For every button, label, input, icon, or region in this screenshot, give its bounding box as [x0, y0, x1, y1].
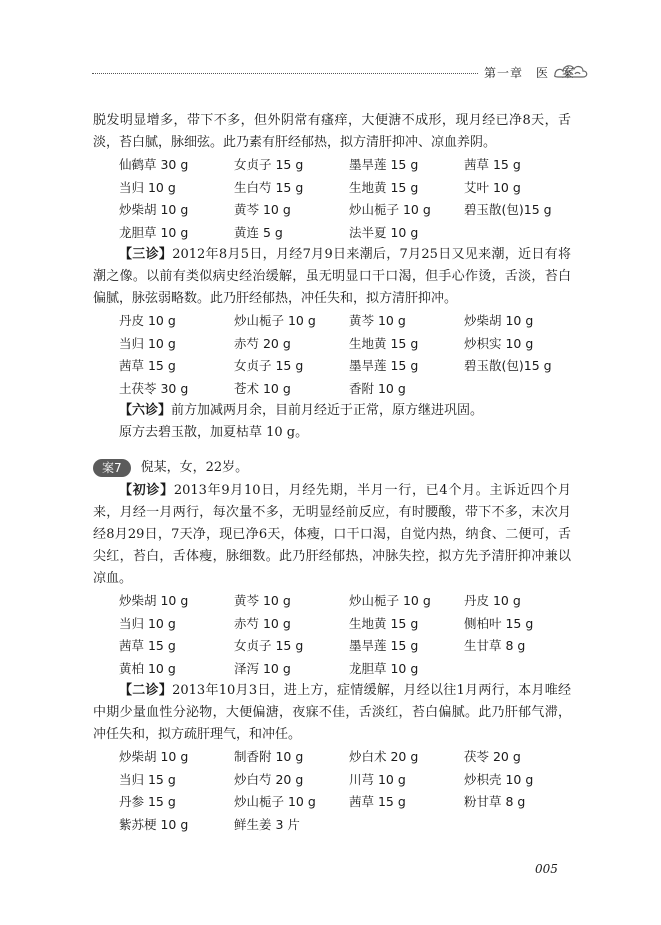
herb-item: 龙胆草 10 g	[349, 660, 419, 676]
herb-item: 炒白芍 20 g	[234, 771, 304, 787]
herb-item: 炒枳实 10 g	[464, 335, 534, 351]
chapter-title: 第一章 医 案	[484, 66, 576, 80]
herb-item: 炒山栀子 10 g	[349, 593, 431, 608]
herb-item: 生甘草 8 g	[464, 638, 526, 653]
prescription-case-7-visit-1	[93, 590, 571, 680]
herb-item: 川芎 10 g	[349, 771, 406, 787]
herb-item: 赤芍 10 g	[234, 615, 291, 631]
herb-item: 炒枳壳 10 g	[464, 771, 534, 787]
case-7-heading	[93, 456, 571, 480]
herb-item: 仙鹤草 30 g	[119, 157, 189, 172]
herb-item: 炒柴胡 10 g	[119, 593, 189, 608]
herb-item: 墨旱莲 15 g	[349, 157, 419, 172]
herb-item: 炒柴胡 10 g	[119, 749, 189, 764]
herb-item: 粉甘草 8 g	[464, 794, 526, 809]
herb-item: 茯苓 20 g	[464, 749, 521, 764]
herb-item: 墨旱莲 15 g	[349, 358, 419, 373]
herb-item: 紫苏梗 10 g	[119, 816, 189, 832]
case-7-badge: 案7	[93, 459, 131, 477]
herb-item: 当归 10 g	[119, 335, 176, 351]
herb-item: 苍术 10 g	[234, 380, 291, 396]
visit-6-paragraph	[93, 400, 571, 422]
herb-item: 当归 10 g	[119, 179, 176, 195]
herb-item: 黄柏 10 g	[119, 660, 176, 676]
visit-3-text: 2012年8月5日，月经7月9日来潮后，7月25日又见来潮，近日有将潮之像。以前有类似病史经治缓解，虽无明显口干口渴，但手心作烫，舌淡，苔白偏腻，脉弦弱略数。此乃肝经郁热，冲任失和，拟方清肝抑冲。	[93, 247, 571, 306]
herb-item: 当归 15 g	[119, 771, 176, 787]
herb-item: 土茯苓 30 g	[119, 380, 189, 396]
header-dotted-rule	[92, 73, 478, 74]
prescription-visit-3	[93, 310, 571, 400]
running-header	[92, 64, 576, 82]
herb-item: 生地黄 15 g	[349, 615, 419, 631]
visit-6-label: 【六诊】	[119, 403, 172, 418]
prev-case-continuation: 脱发明显增多，带下不多，但外阴常有瘙痒，大便溏不成形，现月经已净8天，舌淡，苔白腻，脉细弦。此乃素有肝经郁热，拟方清肝抑冲、凉血养阴。	[93, 113, 571, 150]
case-7-patient: 倪某，女，22岁。	[140, 460, 249, 475]
visit-3-label: 【三诊】	[119, 247, 173, 262]
herb-item: 生地黄 15 g	[349, 179, 419, 195]
page-number: 005	[535, 862, 558, 876]
case-7-visit-1-text: 2013年9月10日，月经先期，半月一行，已4个月。主诉近四个月来，月经一月两行，每次量不多，无明显经前反应，有时腰酸，带下不多，末次月经8月29日，7天净，现已净6天，体瘦，口干口渴，自觉内热，纳食、二便可，舌尖红，苔白，舌体瘦，脉细数。此乃肝经郁热，冲脉失控，拟方先予清肝抑冲兼以凉血。	[93, 483, 571, 586]
case-7-visit-2-text: 2013年10月3日，进上方，症情缓解，月经以往1月两行，本月唯经中期少量血性分泌物，大便偏溏，夜寐不佳，舌淡红，苔白偏腻。此乃肝郁气滞，冲任失和，拟方疏肝理气，和冲任。	[93, 683, 571, 742]
herb-item: 茜草 15 g	[119, 358, 176, 373]
herb-item: 丹皮 10 g	[464, 593, 521, 608]
cloud-ornament-icon	[552, 58, 590, 82]
herb-item: 炒山栀子 10 g	[234, 794, 316, 809]
herb-item: 生地黄 15 g	[349, 335, 419, 351]
herb-item: 女贞子 15 g	[234, 638, 304, 653]
case-7-visit-2-label: 【二诊】	[119, 683, 173, 698]
visit-3-paragraph	[93, 244, 571, 310]
herb-item: 茜草 15 g	[464, 157, 521, 172]
herb-item: 茜草 15 g	[119, 638, 176, 653]
prescription-prev-visit	[93, 154, 571, 244]
herb-item: 炒山栀子 10 g	[234, 313, 316, 328]
case-7-visit-1-paragraph	[93, 480, 571, 590]
herb-item: 茜草 15 g	[349, 794, 406, 809]
herb-item: 炒山栀子 10 g	[349, 202, 431, 217]
herb-item: 女贞子 15 g	[234, 358, 304, 373]
herb-item: 黄连 5 g	[234, 224, 283, 240]
case-7-visit-2-paragraph	[93, 680, 571, 746]
herb-item: 制香附 10 g	[234, 749, 304, 764]
herb-item: 黄芩 10 g	[234, 593, 291, 608]
herb-item: 碧玉散(包)15 g	[464, 202, 552, 217]
herb-item: 艾叶 10 g	[464, 179, 521, 195]
herb-item: 法半夏 10 g	[349, 224, 419, 240]
herb-item: 鲜生姜 3 片	[234, 816, 300, 832]
herb-item: 生白芍 15 g	[234, 179, 304, 195]
herb-item: 女贞子 15 g	[234, 157, 304, 172]
herb-item: 当归 10 g	[119, 615, 176, 631]
herb-item: 墨旱莲 15 g	[349, 638, 419, 653]
visit-6-prescription-note: 原方去碧玉散，加夏枯草 10 g。	[119, 425, 309, 440]
herb-item: 碧玉散(包)15 g	[464, 358, 552, 373]
herb-item: 黄芩 10 g	[349, 313, 406, 328]
herb-item: 黄芩 10 g	[234, 202, 291, 217]
herb-item: 丹皮 10 g	[119, 313, 176, 328]
page-body	[93, 110, 571, 836]
herb-item: 泽泻 10 g	[234, 660, 291, 676]
case-7-visit-1-label: 【初诊】	[119, 483, 174, 498]
herb-item: 龙胆草 10 g	[119, 224, 189, 240]
herb-item: 香附 10 g	[349, 380, 406, 396]
herb-item: 侧柏叶 15 g	[464, 615, 534, 631]
prescription-case-7-visit-2	[93, 746, 571, 836]
herb-item: 赤芍 20 g	[234, 335, 291, 351]
herb-item: 炒柴胡 10 g	[119, 202, 189, 217]
herb-item: 丹参 15 g	[119, 794, 176, 809]
herb-item: 炒白术 20 g	[349, 749, 419, 764]
visit-6-text: 前方加减两月余，目前月经近于正常，原方继进巩固。	[171, 403, 484, 418]
herb-item: 炒柴胡 10 g	[464, 313, 534, 328]
